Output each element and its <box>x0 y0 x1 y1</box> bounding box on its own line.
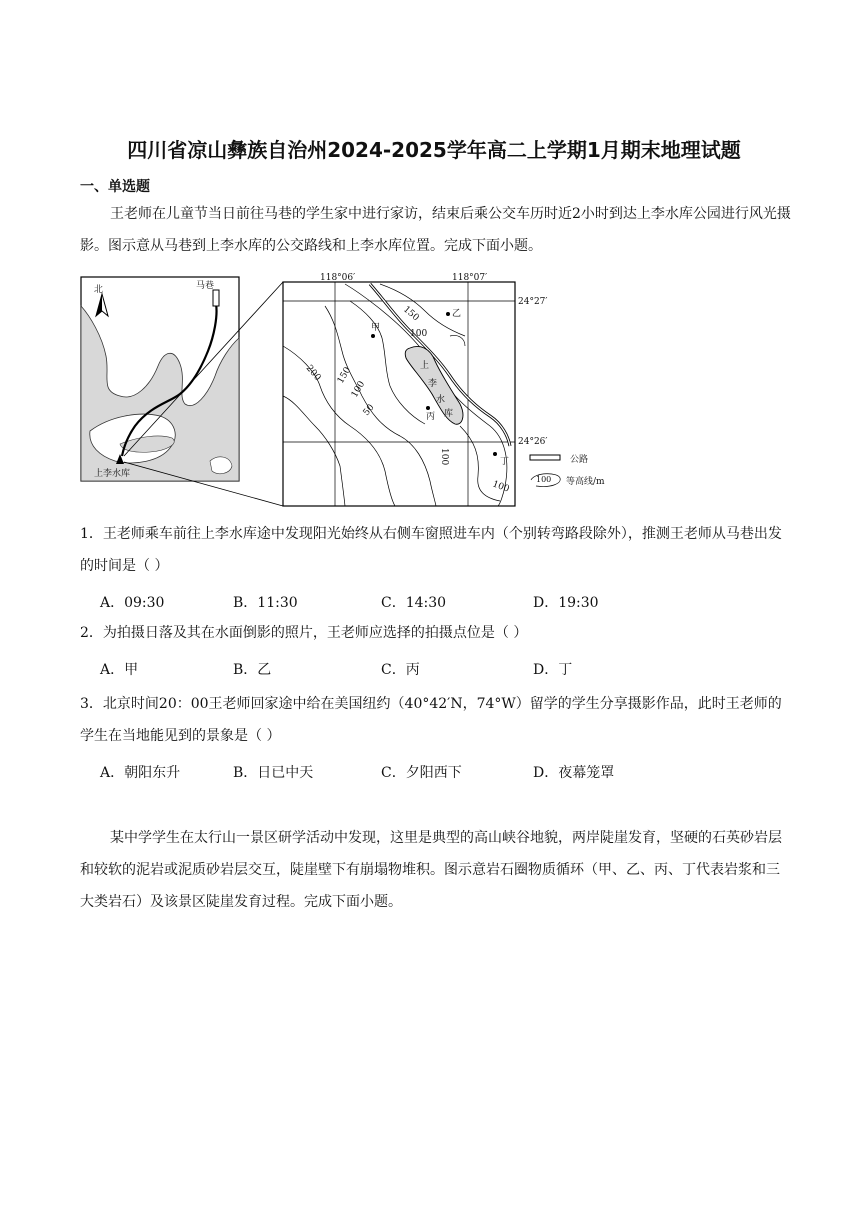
q2-option-a: A．甲 <box>100 662 139 678</box>
contour-label-200: 200 <box>303 363 323 384</box>
map-legend <box>530 453 605 487</box>
detail-map <box>283 282 515 506</box>
section-heading: 一、单选题 <box>80 179 150 195</box>
q2-option-c: C．丙 <box>381 662 420 678</box>
map-svg <box>80 273 605 506</box>
intro-paragraph-2: 某中学学生在太行山一景区研学活动中发现，这里是典型的高山峡谷地貌，两岸陡崖发育，坚硬的石英砂岩层和较软的泥岩或泥质砂岩层交互，陡崖壁下有崩塌物堆积。图示意岩石圈物质循环（甲、乙、丙、丁代表岩浆和三大类岩石）及该景区陡崖发育过程。完成下面小题。 <box>80 830 782 910</box>
q1-option-b: B．11:30 <box>233 595 298 611</box>
q3-option-d: D．夜幕笼罩 <box>533 765 615 781</box>
q3-option-a: A．朝阳东升 <box>100 765 181 781</box>
lake-char-2: 李 <box>428 379 438 389</box>
question-3: 3．北京时间20：00王老师回家途中给在美国纽约（40°42′N，74°W）留学的学生分享摄影作品，此时王老师的学生在当地能见到的景象是（ ） <box>80 696 782 744</box>
point-ding: 丁 <box>500 457 510 467</box>
contour-label-150a: 150 <box>335 365 354 386</box>
legend-contour-sample: 100 <box>536 475 552 484</box>
question-1: 1．王老师乘车前往上李水库途中发现阳光始终从右侧车窗照进车内（个别转弯路段除外），推测王老师从马巷出发的时间是（ ） <box>80 526 782 574</box>
point-yi: 乙 <box>452 309 462 319</box>
lon-label-1: 118°06′ <box>320 273 356 283</box>
legend-road-label: 公路 <box>570 455 589 465</box>
question-2: 2．为拍摄日落及其在水面倒影的照片，王老师应选择的拍摄点位是（ ） <box>80 625 528 641</box>
point-bing: 丙 <box>426 412 436 422</box>
lon-label-2: 118°07′ <box>452 273 488 283</box>
lake-char-3: 水 <box>436 395 446 405</box>
north-label: 北 <box>94 285 104 295</box>
contour-label-150b: 150 <box>401 304 421 324</box>
q1-option-c: C．14:30 <box>381 595 447 611</box>
contour-label-100a: 100 <box>349 379 368 400</box>
lake-char-4: 库 <box>444 409 454 419</box>
lake-char-1: 上 <box>420 361 430 371</box>
legend-contour-label: 等高线/m <box>566 477 605 487</box>
q3-option-c: C．夕阳西下 <box>381 765 462 781</box>
contour-label-100d: 100 <box>490 479 511 495</box>
point-jia: 甲 <box>371 323 381 333</box>
overview-map <box>81 277 239 481</box>
q1-option-a: A．09:30 <box>100 595 165 611</box>
q2-option-b: B．乙 <box>233 662 272 678</box>
lat-label-2: 24°26′ <box>518 437 548 447</box>
page-title: 四川省凉山彝族自治州2024-2025学年高二上学期1月期末地理试题 <box>127 138 741 162</box>
q2-option-d: D．丁 <box>533 662 573 678</box>
q1-option-d: D．19:30 <box>533 595 599 611</box>
q3-option-b: B．日已中天 <box>233 765 314 781</box>
map-figure <box>80 273 605 506</box>
mamxiang-label: 马巷 <box>196 281 215 291</box>
contour-label-100c: 100 <box>439 448 449 466</box>
contour-label-100b: 100 <box>410 329 428 339</box>
lat-label-1: 24°27′ <box>518 297 548 307</box>
contour-label-50: 50 <box>361 402 377 418</box>
reservoir-small-label: 上李水库 <box>94 469 131 479</box>
intro-paragraph-1: 王老师在儿童节当日前往马巷的学生家中进行家访，结束后乘公交车历时近2小时到达上李水库公园进行风光摄影。图示意从马巷到上李水库的公交路线和上李水库位置。完成下面小题。 <box>80 206 791 254</box>
